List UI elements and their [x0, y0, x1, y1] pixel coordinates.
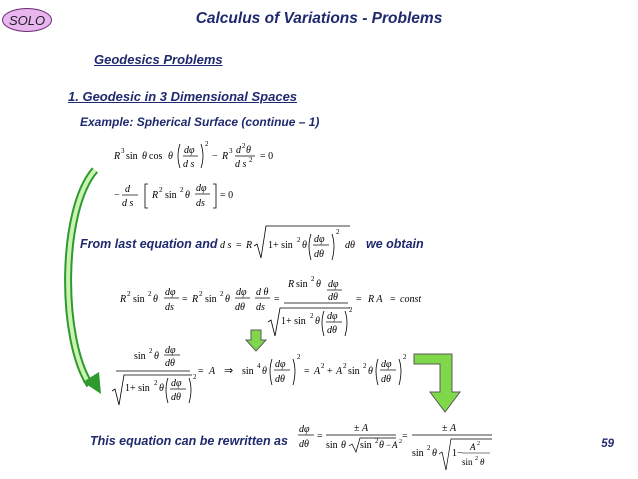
- svg-text:d s: d s: [122, 198, 134, 209]
- equation-3: [118, 272, 458, 342]
- svg-text:A: A: [209, 366, 216, 377]
- svg-text:dθ: dθ: [328, 292, 338, 303]
- svg-text:2: 2: [349, 306, 353, 314]
- svg-text:2: 2: [399, 439, 402, 445]
- svg-text:2: 2: [297, 236, 301, 244]
- svg-text:cos: cos: [149, 151, 163, 162]
- curved-arrow-icon: [55, 160, 115, 400]
- svg-text:R: R: [288, 279, 295, 290]
- svg-text:A: A: [450, 423, 457, 434]
- equation-2: [112, 178, 262, 218]
- svg-text:sin: sin: [242, 366, 254, 377]
- svg-text:R: R: [114, 151, 121, 162]
- svg-text:2: 2: [375, 437, 379, 445]
- svg-text:ds: ds: [256, 302, 265, 313]
- svg-text:R: R: [120, 294, 127, 305]
- svg-text:2: 2: [180, 186, 184, 194]
- svg-text:sin: sin: [126, 151, 138, 162]
- problem-heading: 1. Geodesic in 3 Dimensional Spaces: [68, 89, 298, 104]
- svg-text:2: 2: [297, 353, 301, 361]
- svg-text:R A: R A: [368, 294, 383, 305]
- svg-text:3: 3: [121, 147, 125, 155]
- svg-text:2: 2: [475, 456, 478, 462]
- section-subtitle: Geodesics Problems: [94, 52, 223, 67]
- svg-text:dφ: dφ: [275, 359, 286, 370]
- svg-text:θ: θ: [315, 316, 320, 327]
- svg-text:R: R: [152, 190, 159, 201]
- svg-text:sin: sin: [165, 190, 177, 201]
- svg-text:=: =: [274, 294, 280, 305]
- svg-text:=: =: [390, 294, 396, 305]
- svg-text:2: 2: [199, 290, 203, 298]
- svg-text:dθ: dθ: [381, 374, 391, 385]
- svg-text:ds: ds: [165, 302, 174, 313]
- svg-text:3: 3: [229, 147, 233, 155]
- svg-text:θ: θ: [153, 294, 158, 305]
- svg-text:A: A: [336, 366, 343, 377]
- svg-text:R: R: [222, 151, 229, 162]
- svg-text:θ: θ: [341, 440, 346, 451]
- svg-text:−: −: [212, 151, 218, 162]
- svg-text:θ: θ: [302, 240, 307, 251]
- arc-length-equation: [218, 222, 363, 264]
- svg-text:dφ: dφ: [299, 424, 310, 435]
- svg-text:1+ sin: 1+ sin: [281, 316, 306, 327]
- svg-text:d: d: [236, 145, 241, 156]
- svg-text:dφ: dφ: [327, 311, 338, 322]
- svg-text:=: =: [356, 294, 362, 305]
- svg-text:sin: sin: [133, 294, 145, 305]
- svg-text:d s: d s: [235, 159, 247, 170]
- svg-text:dθ: dθ: [165, 358, 175, 369]
- we-obtain-text: we obtain: [366, 237, 424, 251]
- svg-text:2: 2: [149, 347, 153, 355]
- svg-text:2: 2: [363, 362, 367, 370]
- svg-text:=: =: [304, 366, 310, 377]
- svg-text:=: =: [198, 366, 204, 377]
- svg-text:d s: d s: [183, 159, 195, 170]
- svg-text:sin: sin: [205, 294, 217, 305]
- svg-text:2: 2: [220, 290, 224, 298]
- svg-text:2: 2: [310, 312, 314, 320]
- svg-text:+: +: [327, 366, 333, 377]
- svg-text:dθ: dθ: [327, 325, 337, 336]
- svg-text:d s: d s: [220, 240, 232, 251]
- svg-text:dφ: dφ: [165, 287, 176, 298]
- svg-text:θ: θ: [368, 366, 373, 377]
- svg-text:dφ: dφ: [381, 359, 392, 370]
- bent-arrow-icon: [412, 352, 462, 414]
- svg-text:A: A: [392, 440, 398, 450]
- svg-text:dθ: dθ: [171, 392, 181, 403]
- svg-text:θ: θ: [262, 366, 267, 377]
- svg-text:sin: sin: [296, 279, 308, 290]
- svg-text:θ: θ: [246, 145, 251, 156]
- svg-text:= 0: = 0: [220, 190, 234, 201]
- svg-text:1+ sin: 1+ sin: [125, 383, 150, 394]
- svg-text:4: 4: [257, 362, 261, 370]
- svg-text:dφ: dφ: [236, 287, 247, 298]
- svg-text:sin: sin: [134, 351, 146, 362]
- svg-text:dθ: dθ: [314, 249, 324, 260]
- svg-text:A: A: [362, 423, 369, 434]
- svg-text:d: d: [125, 184, 130, 195]
- svg-text:ds: ds: [196, 198, 205, 209]
- rewritten-text: This equation can be rewritten as: [90, 434, 288, 448]
- svg-text:dθ: dθ: [275, 374, 285, 385]
- svg-text:sin: sin: [462, 457, 473, 467]
- svg-text:sin: sin: [348, 366, 360, 377]
- svg-text:⇒: ⇒: [224, 365, 234, 377]
- svg-text:2: 2: [403, 353, 407, 361]
- svg-text:θ: θ: [168, 151, 173, 162]
- svg-text:θ: θ: [225, 294, 230, 305]
- svg-text:dφ: dφ: [184, 145, 195, 156]
- svg-text:1−: 1−: [452, 448, 463, 459]
- svg-text:2: 2: [321, 362, 325, 370]
- equation-4: [112, 343, 412, 413]
- page-title: Calculus of Variations - Problems: [195, 10, 443, 27]
- svg-text:2: 2: [477, 441, 480, 447]
- svg-text:θ: θ: [154, 351, 159, 362]
- svg-text:2: 2: [127, 290, 131, 298]
- svg-text:θ: θ: [379, 440, 384, 451]
- svg-text:2: 2: [336, 228, 340, 236]
- svg-text:sin: sin: [326, 440, 338, 451]
- svg-text:sin: sin: [412, 448, 424, 459]
- svg-text:=: =: [182, 294, 188, 305]
- equation-5: [296, 418, 496, 476]
- svg-text:const: const: [400, 294, 422, 305]
- svg-text:=: =: [402, 431, 408, 442]
- svg-text:θ: θ: [159, 383, 164, 394]
- svg-text:−: −: [386, 440, 392, 450]
- svg-text:=: =: [236, 240, 242, 251]
- svg-text:θ: θ: [480, 457, 485, 467]
- svg-text:2: 2: [205, 140, 209, 148]
- svg-text:θ: θ: [432, 448, 437, 459]
- svg-text:dθ: dθ: [345, 240, 355, 251]
- svg-text:θ: θ: [185, 190, 190, 201]
- svg-text:2: 2: [148, 290, 152, 298]
- svg-text:dφ: dφ: [314, 234, 325, 245]
- page-number: 59: [601, 438, 614, 450]
- svg-text:A: A: [314, 366, 321, 377]
- svg-text:d θ: d θ: [256, 287, 269, 298]
- svg-text:R: R: [192, 294, 199, 305]
- svg-text:2: 2: [193, 373, 197, 381]
- svg-text:= 0: = 0: [260, 151, 274, 162]
- svg-text:±: ±: [442, 423, 448, 434]
- svg-text:θ: θ: [142, 151, 147, 162]
- svg-text:A: A: [470, 442, 476, 452]
- svg-text:dφ: dφ: [165, 345, 176, 356]
- from-last-text: From last equation and: [80, 237, 218, 251]
- svg-text:2: 2: [427, 444, 431, 452]
- svg-text:±: ±: [354, 423, 360, 434]
- svg-text:1+ sin: 1+ sin: [268, 240, 293, 251]
- example-heading: Example: Spherical Surface (continue – 1): [80, 115, 320, 129]
- svg-text:=: =: [317, 431, 323, 442]
- svg-text:sin: sin: [360, 440, 372, 451]
- svg-text:θ: θ: [316, 279, 321, 290]
- svg-text:dφ: dφ: [328, 279, 339, 290]
- svg-text:2: 2: [343, 362, 347, 370]
- svg-text:2: 2: [311, 275, 315, 283]
- svg-text:2: 2: [159, 186, 163, 194]
- logo-text: SOLO: [8, 12, 46, 28]
- svg-text:dθ: dθ: [235, 302, 245, 313]
- svg-text:dφ: dφ: [196, 183, 207, 194]
- svg-text:−: −: [114, 190, 120, 201]
- svg-text:dθ: dθ: [299, 439, 309, 450]
- svg-text:2: 2: [249, 156, 253, 164]
- svg-text:dφ: dφ: [171, 378, 182, 389]
- svg-text:R: R: [246, 240, 253, 251]
- svg-text:2: 2: [154, 379, 158, 387]
- svg-text:2: 2: [242, 142, 246, 150]
